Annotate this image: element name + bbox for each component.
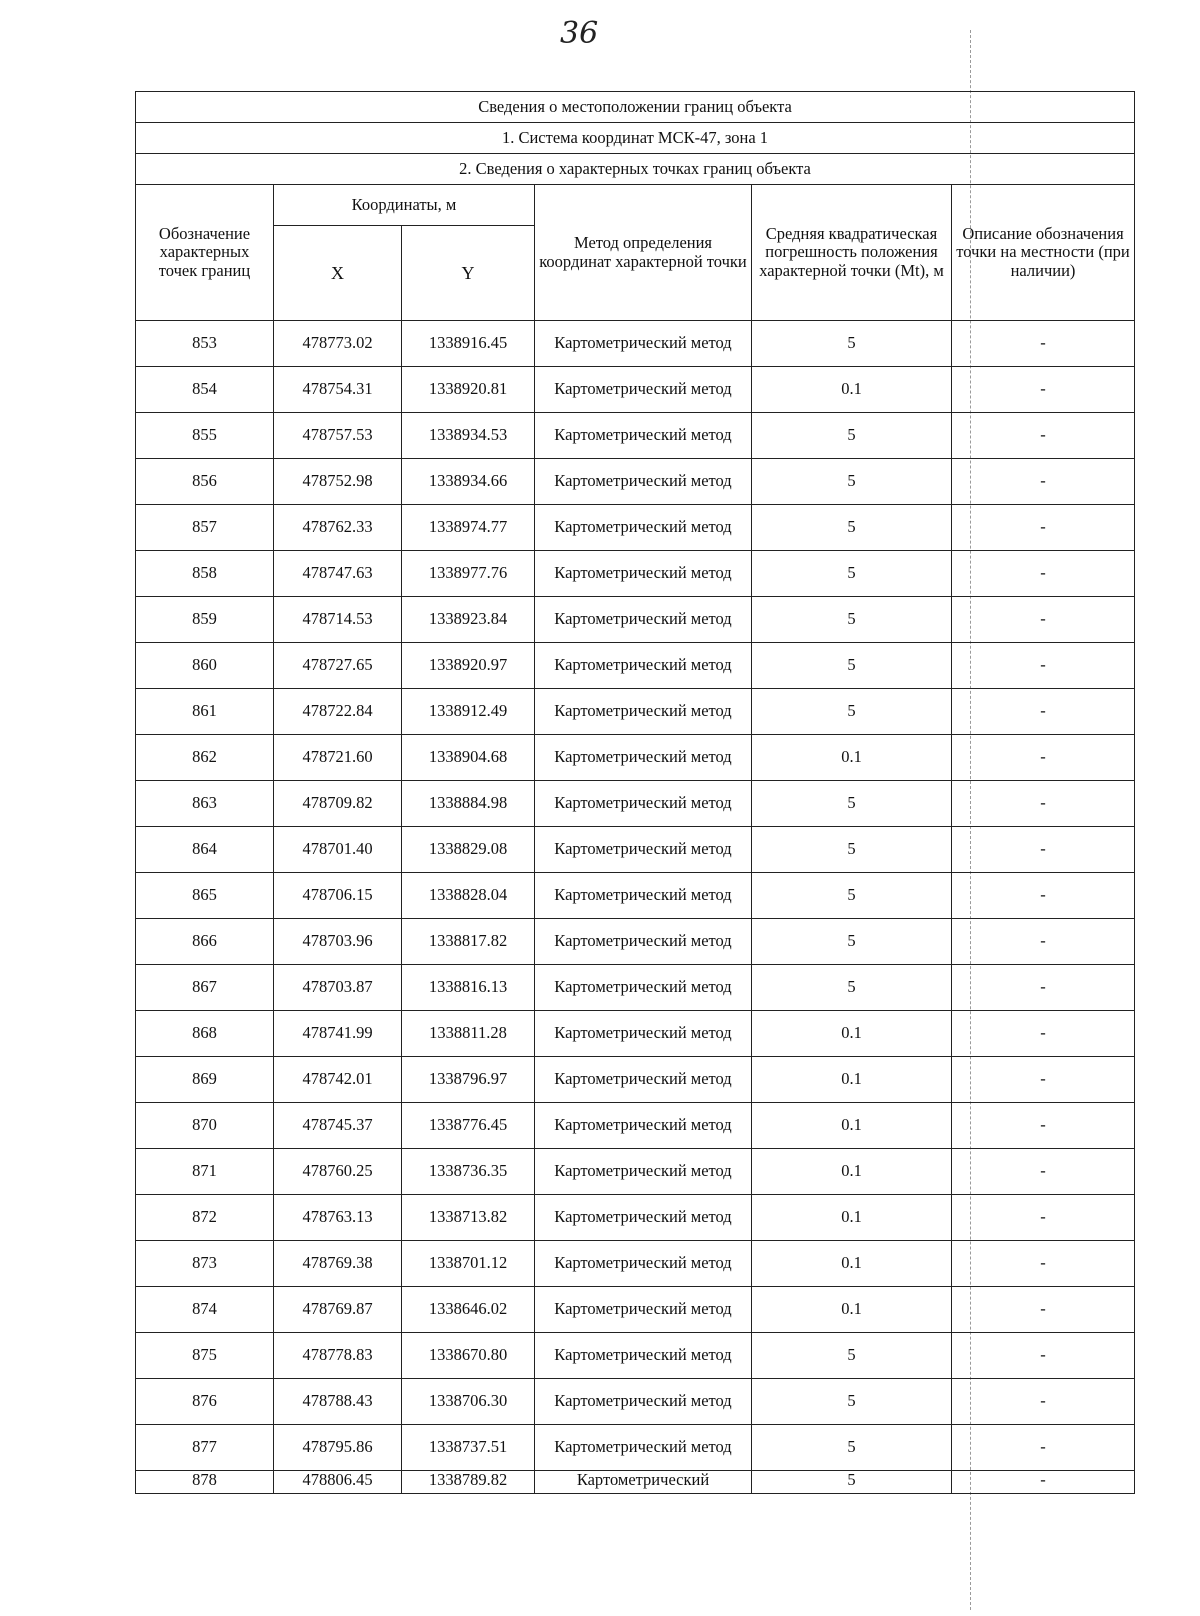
method-cell: Картометрический метод: [535, 1241, 752, 1287]
error-cell: 0.1: [752, 1011, 952, 1057]
description-cell: -: [952, 1471, 1135, 1494]
table-row: [136, 1379, 1135, 1425]
point-cell: 857: [136, 505, 274, 551]
x-coordinate-cell: 478752.98: [274, 459, 402, 505]
description-cell: -: [952, 505, 1135, 551]
method-cell: Картометрический метод: [535, 873, 752, 919]
method-cell: Картометрический метод: [535, 689, 752, 735]
error-cell: 0.1: [752, 1287, 952, 1333]
point-cell: 862: [136, 735, 274, 781]
y-coordinate-cell: 1338736.35: [402, 1149, 535, 1195]
description-cell: -: [952, 1379, 1135, 1425]
table-row: [136, 1149, 1135, 1195]
method-cell: Картометрический метод: [535, 643, 752, 689]
description-cell: -: [952, 413, 1135, 459]
table-row: [136, 1103, 1135, 1149]
method-cell: Картометрический метод: [535, 1195, 752, 1241]
x-coordinate-cell: 478763.13: [274, 1195, 402, 1241]
points-section-title: 2. Сведения о характерных точках границ объекта: [136, 154, 1135, 185]
table-row: [136, 551, 1135, 597]
error-cell: 5: [752, 827, 952, 873]
description-cell: -: [952, 459, 1135, 505]
x-coordinate-cell: 478795.86: [274, 1425, 402, 1471]
point-cell: 875: [136, 1333, 274, 1379]
description-cell: -: [952, 781, 1135, 827]
x-coordinate-cell: 478703.87: [274, 965, 402, 1011]
method-cell: Картометрический метод: [535, 965, 752, 1011]
method-cell: Картометрический: [535, 1471, 752, 1494]
table-row: [136, 735, 1135, 781]
error-cell: 5: [752, 1333, 952, 1379]
table-row: [136, 1057, 1135, 1103]
method-cell: Картометрический метод: [535, 1379, 752, 1425]
error-cell: 0.1: [752, 1057, 952, 1103]
x-coordinate-cell: 478714.53: [274, 597, 402, 643]
y-coordinate-cell: 1338920.81: [402, 367, 535, 413]
table-row: [136, 413, 1135, 459]
table-row: [136, 1425, 1135, 1471]
error-cell: 0.1: [752, 367, 952, 413]
header-point: Обозначение характерных точек границ: [136, 185, 274, 321]
method-cell: Картометрический метод: [535, 1287, 752, 1333]
point-cell: 876: [136, 1379, 274, 1425]
description-cell: -: [952, 1287, 1135, 1333]
description-cell: -: [952, 735, 1135, 781]
y-coordinate-cell: 1338912.49: [402, 689, 535, 735]
y-coordinate-cell: 1338776.45: [402, 1103, 535, 1149]
y-coordinate-cell: 1338811.28: [402, 1011, 535, 1057]
y-coordinate-cell: 1338646.02: [402, 1287, 535, 1333]
x-coordinate-cell: 478721.60: [274, 735, 402, 781]
description-cell: -: [952, 321, 1135, 367]
method-cell: Картометрический метод: [535, 367, 752, 413]
error-cell: 5: [752, 873, 952, 919]
method-cell: Картометрический метод: [535, 1057, 752, 1103]
table-row: [136, 827, 1135, 873]
error-cell: 5: [752, 1471, 952, 1494]
method-cell: Картометрический метод: [535, 1011, 752, 1057]
description-cell: -: [952, 1425, 1135, 1471]
x-coordinate-cell: 478709.82: [274, 781, 402, 827]
x-coordinate-cell: 478722.84: [274, 689, 402, 735]
table-row: [136, 965, 1135, 1011]
method-cell: Картометрический метод: [535, 919, 752, 965]
table-row: [136, 1471, 1135, 1494]
table-row: [136, 321, 1135, 367]
y-coordinate-cell: 1338670.80: [402, 1333, 535, 1379]
coordinate-system-title: 1. Система координат МСК-47, зона 1: [136, 123, 1135, 154]
point-cell: 853: [136, 321, 274, 367]
y-coordinate-cell: 1338934.66: [402, 459, 535, 505]
point-cell: 864: [136, 827, 274, 873]
point-cell: 861: [136, 689, 274, 735]
point-cell: 866: [136, 919, 274, 965]
table-title: Сведения о местоположении границ объекта: [136, 92, 1135, 123]
x-coordinate-cell: 478788.43: [274, 1379, 402, 1425]
table-row: [136, 367, 1135, 413]
x-coordinate-cell: 478741.99: [274, 1011, 402, 1057]
y-coordinate-cell: 1338920.97: [402, 643, 535, 689]
point-cell: 871: [136, 1149, 274, 1195]
point-cell: 856: [136, 459, 274, 505]
table-row: [136, 597, 1135, 643]
point-cell: 867: [136, 965, 274, 1011]
error-cell: 0.1: [752, 1149, 952, 1195]
table-row: [136, 1195, 1135, 1241]
x-coordinate-cell: 478762.33: [274, 505, 402, 551]
header-row-1: [136, 185, 1135, 226]
x-coordinate-cell: 478703.96: [274, 919, 402, 965]
method-cell: Картометрический метод: [535, 459, 752, 505]
method-cell: Картометрический метод: [535, 321, 752, 367]
y-coordinate-cell: 1338904.68: [402, 735, 535, 781]
x-coordinate-cell: 478747.63: [274, 551, 402, 597]
description-cell: -: [952, 919, 1135, 965]
header-y: Y: [402, 226, 535, 321]
header-coordinates: Координаты, м: [274, 185, 535, 226]
y-coordinate-cell: 1338816.13: [402, 965, 535, 1011]
method-cell: Картометрический метод: [535, 551, 752, 597]
point-cell: 859: [136, 597, 274, 643]
point-cell: 869: [136, 1057, 274, 1103]
x-coordinate-cell: 478760.25: [274, 1149, 402, 1195]
header-method: Метод определения координат характерной точки: [535, 185, 752, 321]
description-cell: -: [952, 689, 1135, 735]
header-x: X: [274, 226, 402, 321]
method-cell: Картометрический метод: [535, 413, 752, 459]
x-coordinate-cell: 478757.53: [274, 413, 402, 459]
point-cell: 865: [136, 873, 274, 919]
x-coordinate-cell: 478706.15: [274, 873, 402, 919]
y-coordinate-cell: 1338884.98: [402, 781, 535, 827]
error-cell: 5: [752, 597, 952, 643]
y-coordinate-cell: 1338713.82: [402, 1195, 535, 1241]
description-cell: -: [952, 965, 1135, 1011]
point-cell: 860: [136, 643, 274, 689]
method-cell: Картометрический метод: [535, 1103, 752, 1149]
table-row: [136, 781, 1135, 827]
description-cell: -: [952, 827, 1135, 873]
error-cell: 5: [752, 413, 952, 459]
error-cell: 5: [752, 919, 952, 965]
point-cell: 878: [136, 1471, 274, 1494]
description-cell: -: [952, 1103, 1135, 1149]
y-coordinate-cell: 1338934.53: [402, 413, 535, 459]
method-cell: Картометрический метод: [535, 597, 752, 643]
y-coordinate-cell: 1338977.76: [402, 551, 535, 597]
y-coordinate-cell: 1338828.04: [402, 873, 535, 919]
description-cell: -: [952, 597, 1135, 643]
error-cell: 5: [752, 643, 952, 689]
description-cell: -: [952, 1333, 1135, 1379]
error-cell: 5: [752, 505, 952, 551]
table-row: [136, 1011, 1135, 1057]
points-section-row: [136, 154, 1135, 185]
y-coordinate-cell: 1338706.30: [402, 1379, 535, 1425]
x-coordinate-cell: 478754.31: [274, 367, 402, 413]
x-coordinate-cell: 478773.02: [274, 321, 402, 367]
x-coordinate-cell: 478742.01: [274, 1057, 402, 1103]
y-coordinate-cell: 1338916.45: [402, 321, 535, 367]
page-number: 36: [560, 16, 599, 51]
table-row: [136, 505, 1135, 551]
method-cell: Картометрический метод: [535, 781, 752, 827]
table-row: [136, 643, 1135, 689]
point-cell: 855: [136, 413, 274, 459]
description-cell: -: [952, 1195, 1135, 1241]
y-coordinate-cell: 1338817.82: [402, 919, 535, 965]
point-cell: 858: [136, 551, 274, 597]
header-description: Описание обозначения точки на местности (при наличии): [952, 185, 1135, 321]
point-cell: 872: [136, 1195, 274, 1241]
x-coordinate-cell: 478769.87: [274, 1287, 402, 1333]
x-coordinate-cell: 478769.38: [274, 1241, 402, 1287]
description-cell: -: [952, 1241, 1135, 1287]
table-row: [136, 1333, 1135, 1379]
description-cell: -: [952, 873, 1135, 919]
error-cell: 0.1: [752, 1195, 952, 1241]
error-cell: 5: [752, 321, 952, 367]
table-row: [136, 1287, 1135, 1333]
x-coordinate-cell: 478745.37: [274, 1103, 402, 1149]
y-coordinate-cell: 1338737.51: [402, 1425, 535, 1471]
x-coordinate-cell: 478778.83: [274, 1333, 402, 1379]
y-coordinate-cell: 1338701.12: [402, 1241, 535, 1287]
point-cell: 854: [136, 367, 274, 413]
error-cell: 0.1: [752, 1103, 952, 1149]
table-row: [136, 1241, 1135, 1287]
point-cell: 874: [136, 1287, 274, 1333]
error-cell: 0.1: [752, 735, 952, 781]
point-cell: 863: [136, 781, 274, 827]
error-cell: 5: [752, 781, 952, 827]
error-cell: 5: [752, 689, 952, 735]
y-coordinate-cell: 1338829.08: [402, 827, 535, 873]
point-cell: 873: [136, 1241, 274, 1287]
method-cell: Картометрический метод: [535, 1425, 752, 1471]
x-coordinate-cell: 478806.45: [274, 1471, 402, 1494]
description-cell: -: [952, 643, 1135, 689]
method-cell: Картометрический метод: [535, 1149, 752, 1195]
point-cell: 877: [136, 1425, 274, 1471]
description-cell: -: [952, 367, 1135, 413]
y-coordinate-cell: 1338923.84: [402, 597, 535, 643]
method-cell: Картометрический метод: [535, 1333, 752, 1379]
error-cell: 5: [752, 459, 952, 505]
description-cell: -: [952, 551, 1135, 597]
y-coordinate-cell: 1338789.82: [402, 1471, 535, 1494]
table-row: [136, 873, 1135, 919]
table-row: [136, 919, 1135, 965]
method-cell: Картометрический метод: [535, 505, 752, 551]
method-cell: Картометрический метод: [535, 735, 752, 781]
table-row: [136, 689, 1135, 735]
description-cell: -: [952, 1149, 1135, 1195]
x-coordinate-cell: 478701.40: [274, 827, 402, 873]
error-cell: 0.1: [752, 1241, 952, 1287]
method-cell: Картометрический метод: [535, 827, 752, 873]
coordinate-system-row: [136, 123, 1135, 154]
y-coordinate-cell: 1338796.97: [402, 1057, 535, 1103]
table-row: [136, 459, 1135, 505]
error-cell: 5: [752, 1425, 952, 1471]
x-coordinate-cell: 478727.65: [274, 643, 402, 689]
y-coordinate-cell: 1338974.77: [402, 505, 535, 551]
error-cell: 5: [752, 551, 952, 597]
point-cell: 868: [136, 1011, 274, 1057]
table-title-row: [136, 92, 1135, 123]
error-cell: 5: [752, 965, 952, 1011]
point-cell: 870: [136, 1103, 274, 1149]
error-cell: 5: [752, 1379, 952, 1425]
boundary-points-table: [135, 91, 1135, 1494]
description-cell: -: [952, 1057, 1135, 1103]
description-cell: -: [952, 1011, 1135, 1057]
header-error: Средняя квадратическая погрешность положения характерной точки (Mt), м: [752, 185, 952, 321]
